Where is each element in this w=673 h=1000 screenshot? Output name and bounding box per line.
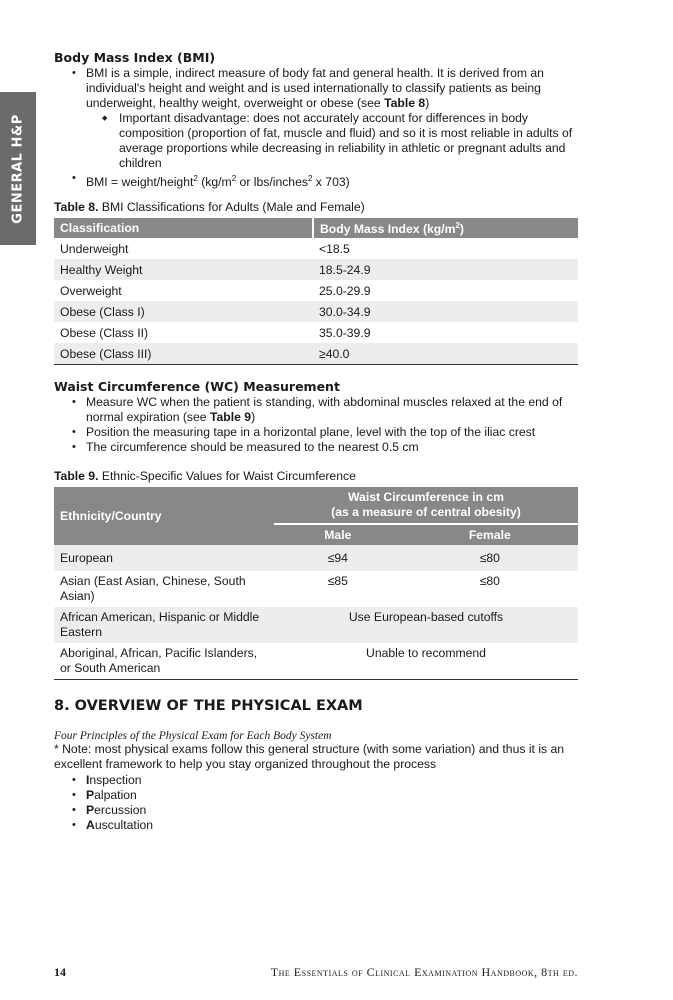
section-side-tab: [0, 92, 36, 245]
section8-subtitle: Four Principles of the Physical Exam for Each Body System: [54, 730, 332, 743]
page-number: 14: [54, 965, 66, 979]
section8-note: * Note: most physical exams follow this general structure (with some variation) and thus it is an excellent framework to help you stay organized throughout the process: [54, 742, 565, 772]
table-row: Aboriginal, African, Pacific Islanders, or South American Unable to recommend: [54, 643, 578, 680]
side-tab-label: GENERAL H&P: [10, 113, 26, 224]
bmi-classification-table: [54, 218, 578, 365]
waist-circumference-table: [54, 487, 578, 680]
table9-col-wc: Waist Circumference in cm (as a measure of central obesity): [274, 487, 578, 524]
table8-col-bmi: Body Mass Index $(kg/m^2)$: [313, 218, 578, 238]
table-row: Asian (East Asian, Chinese, South Asian) ≤85 ≤80: [60, 574, 500, 604]
bmi-bullet-formula: • BMI = weight/height$^2$ ($kg/m^2$ or lbs/inches$^2$ x 703): [54, 171, 578, 190]
table8-caption: Table 8. BMI Classifications for Adults (Male and Female): [54, 200, 365, 215]
table8-ref: Table 8: [384, 96, 426, 110]
running-footer-title: The Essentials of Clinical Examination Handbook, 8th ed.: [270, 965, 578, 979]
wc-bullet-precision: • The circumference should be measured to the nearest 0.5 cm: [54, 440, 578, 455]
table8-header-row: [54, 218, 578, 238]
bmi-subbullet-disadvantage: ◆ Important disadvantage: does not accurately account for differences in body composition (proportion of fat, muscle and fluid) and so it is most reliable in adults of average proportions while decreasing in reliability in athletic or pregnant adults and children: [86, 111, 578, 171]
wc-heading: Waist Circumference (WC) Measurement: [54, 379, 340, 395]
bmi-bullets: [54, 66, 578, 190]
table-row: Healthy Weight 18.5-24.9: [54, 259, 578, 280]
wc-bullet-measure: • Measure WC when the patient is standing, with abdominal muscles relaxed at the end of normal expiration (see Table 9): [54, 395, 578, 425]
bmi-heading: Body Mass Index (BMI): [54, 50, 216, 65]
table-row: Obese (Class II) 35.0-39.9: [60, 325, 371, 340]
wc-bullet-position: • Position the measuring tape in a horizontal plane, level with the top of the iliac crest: [54, 425, 578, 440]
list-item: • Inspection: [54, 773, 578, 788]
table-row: Overweight 25.0-29.9: [60, 283, 371, 298]
exam-principles-list: [54, 773, 578, 833]
table-row: Obese (Class I) 30.0-34.9: [54, 301, 578, 322]
table9-col-ethnicity: Ethnicity/Country: [54, 487, 274, 545]
table-row: Underweight <18.5: [60, 241, 350, 256]
table9-ref: Table 9: [209, 410, 252, 425]
table9-col-female: Female: [402, 524, 578, 545]
table-row: African American, Hispanic or Middle Eastern Use European-based cutoffs: [54, 607, 578, 643]
table8-col-classification: Classification: [54, 218, 313, 238]
table9-caption: Table 9. Ethnic-Specific Values for Waist Circumference: [54, 469, 356, 484]
table9-header-row: [54, 487, 578, 524]
bmi-subbullets: [86, 111, 578, 171]
page-content: [54, 50, 578, 833]
list-item: • Percussion: [54, 803, 578, 818]
table9-col-male: Male: [274, 524, 402, 545]
list-item: • Auscultation: [54, 818, 578, 833]
list-item: • Palpation: [54, 788, 578, 803]
section8-title: 8. OVERVIEW OF THE PHYSICAL EXAM: [54, 698, 363, 715]
wc-bullets: [54, 395, 578, 455]
table-row: Obese (Class III) ≥40.0: [54, 343, 578, 365]
table-row: European ≤94 ≤80: [54, 545, 578, 571]
bmi-bullet-definition: • BMI is a simple, indirect measure of body fat and general health. It is derived from an individual's height and weight and is used internationally to classify patients as being underweight, healthy weight, overweight or obese (see Table 8) ◆ Important disadvantage: does not accurately account for differences in body composition (proportion of fat, muscle and fluid) and so it is most reliable in adults of average proportions while decreasing in reliability in athletic or pregnant adults and children: [54, 66, 578, 171]
